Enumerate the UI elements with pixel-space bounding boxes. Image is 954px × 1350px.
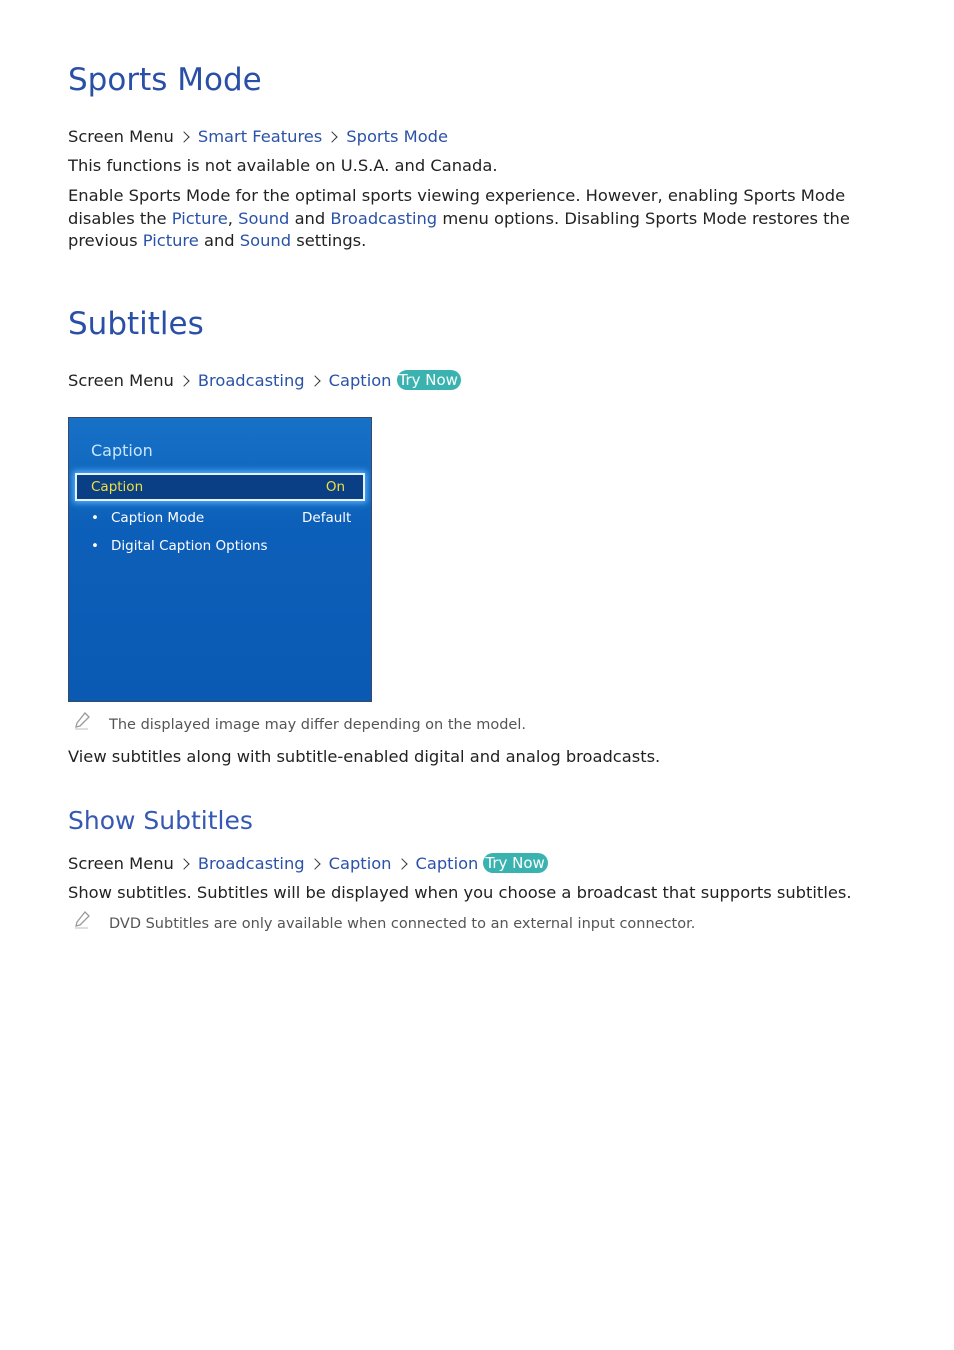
chevron-right-icon <box>309 858 320 869</box>
link-sound[interactable]: Sound <box>239 231 292 250</box>
sports-mode-breadcrumb <box>68 126 448 148</box>
breadcrumb-link-caption-option[interactable]: Caption <box>415 854 479 873</box>
menu-title: Caption <box>91 441 153 460</box>
menu-item-value: Default <box>302 510 352 526</box>
show-subtitles-description: Show subtitles. Subtitles will be displayed when you choose a broadcast that supports subtitles. <box>68 883 852 902</box>
sports-mode-description <box>68 185 868 253</box>
menu-background <box>69 418 371 701</box>
link-picture[interactable]: Picture <box>171 208 228 228</box>
breadcrumb-root: Screen Menu <box>68 371 174 390</box>
menu-item-label: Caption <box>91 479 144 495</box>
breadcrumb-root: Screen Menu <box>68 127 174 146</box>
try-now-button[interactable]: Try Now <box>397 370 461 390</box>
menu-item-caption-selected <box>75 473 365 501</box>
breadcrumb-link-broadcasting[interactable]: Broadcasting <box>197 854 305 873</box>
breadcrumb-link-caption[interactable]: Caption <box>328 854 392 873</box>
breadcrumb-link-sports-mode[interactable]: Sports Mode <box>346 127 449 146</box>
bullet: • <box>91 538 99 554</box>
try-now-button[interactable]: Try Now <box>483 853 547 873</box>
subtitles-description: View subtitles along with subtitle-enabled digital and analog broadcasts. <box>68 747 661 766</box>
show-subtitles-heading: Show Subtitles <box>68 806 253 835</box>
breadcrumb-link-broadcasting[interactable]: Broadcasting <box>197 371 305 390</box>
desc-text: and <box>198 231 240 250</box>
link-broadcasting[interactable]: Broadcasting <box>330 208 438 228</box>
chevron-right-icon <box>178 131 189 142</box>
pencil-icon <box>74 712 90 730</box>
subtitles-breadcrumb <box>68 370 461 392</box>
chevron-right-icon <box>309 375 320 386</box>
chevron-right-icon <box>178 858 189 869</box>
menu-item-label: Caption Mode <box>111 510 205 526</box>
link-sound[interactable]: Sound <box>238 208 290 228</box>
breadcrumb-link-caption[interactable]: Caption <box>328 371 392 390</box>
sports-mode-heading: Sports Mode <box>68 62 262 98</box>
sports-mode-availability: This functions is not available on U.S.A. and Canada. <box>68 156 498 175</box>
desc-text: Enable Sports Mode for the optimal sports viewing experience. However, enabling Sports Mode disables the <box>68 186 846 228</box>
desc-text: and <box>289 208 331 228</box>
subtitles-heading: Subtitles <box>68 306 204 342</box>
desc-text: , <box>227 208 239 228</box>
note-text: The displayed image may differ depending on the model. <box>109 717 526 733</box>
breadcrumb-root: Screen Menu <box>68 854 174 873</box>
show-subtitles-breadcrumb <box>68 853 548 875</box>
note-text: DVD Subtitles are only available when connected to an external input connector. <box>109 916 696 932</box>
caption-menu-screenshot <box>68 417 372 702</box>
desc-text: menu options. Disabling Sports Mode restores the previous <box>68 208 850 250</box>
menu-item-value: On <box>325 479 345 495</box>
bullet: • <box>91 510 99 526</box>
link-picture[interactable]: Picture <box>142 231 199 250</box>
menu-item-label: Digital Caption Options <box>111 538 268 554</box>
chevron-right-icon <box>396 858 407 869</box>
chevron-right-icon <box>327 131 338 142</box>
chevron-right-icon <box>178 375 189 386</box>
breadcrumb-link-smart-features[interactable]: Smart Features <box>197 127 323 146</box>
pencil-icon <box>74 911 90 929</box>
desc-text: settings. <box>291 231 367 250</box>
